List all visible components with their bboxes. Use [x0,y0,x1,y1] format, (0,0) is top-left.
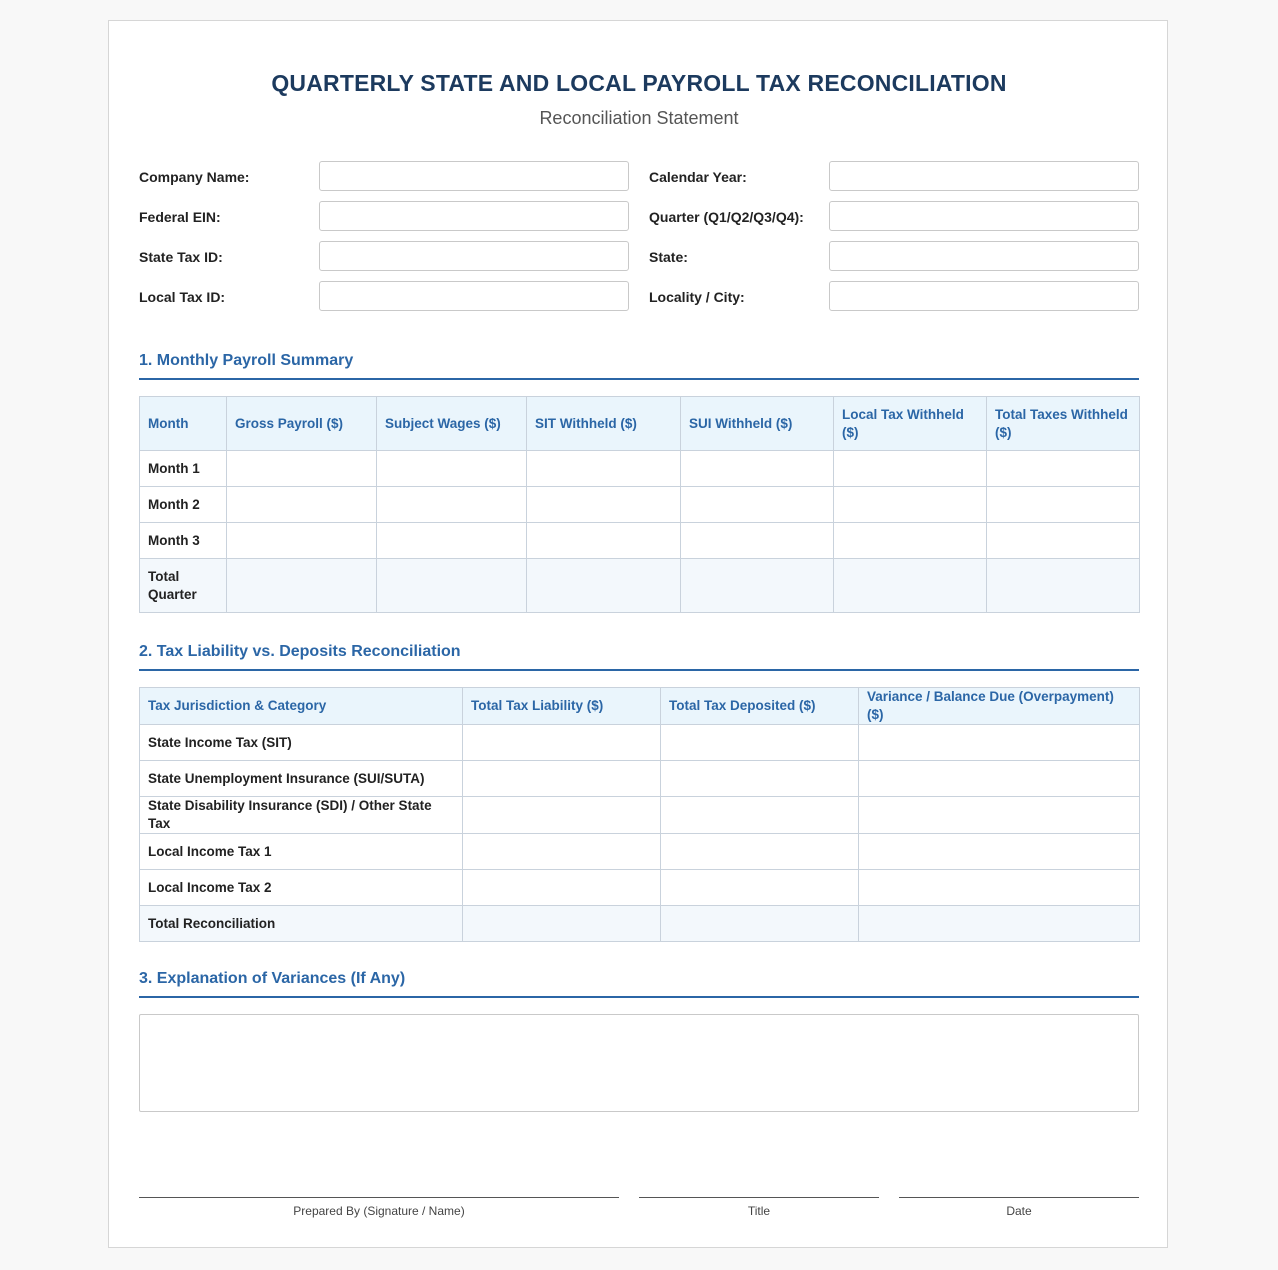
date-label: Date [1006,1204,1032,1218]
date-signature-line[interactable] [899,1197,1139,1198]
company-name-input[interactable] [319,161,629,191]
table-cell[interactable] [661,725,859,761]
column-header: Month [140,397,227,451]
explanation-textarea[interactable] [139,1014,1139,1112]
local-tax-id-input[interactable] [319,281,629,311]
row-label: Month 1 [140,451,227,487]
document-page [108,20,1168,1248]
quarter-input[interactable] [829,201,1139,231]
table-row [140,834,1140,870]
title-label: Title [747,1204,771,1218]
table-cell[interactable] [987,523,1140,559]
table-header-row [140,688,1140,725]
table-cell[interactable] [661,797,859,834]
column-header: Variance / Balance Due (Overpayment) ($) [859,688,1140,725]
table-cell[interactable] [661,761,859,797]
table-cell[interactable] [834,487,987,523]
table-cell[interactable] [834,523,987,559]
calendar-year-input[interactable] [829,161,1139,191]
section-explanation-title: 3. Explanation of Variances (If Any) [139,970,1139,998]
table-cell[interactable] [859,906,1140,942]
table-cell[interactable] [463,870,661,906]
page-title: QUARTERLY STATE AND LOCAL PAYROLL TAX RECONCILIATION [271,70,1007,96]
table-row [140,451,1140,487]
table-cell[interactable] [987,559,1140,613]
reconciliation-table [139,687,1140,942]
column-header: Subject Wages ($) [377,397,527,451]
column-header: Total Tax Liability ($) [463,688,661,725]
table-cell[interactable] [227,523,377,559]
table-cell[interactable] [681,523,834,559]
table-cell[interactable] [463,797,661,834]
table-cell[interactable] [681,559,834,613]
company-name-label: Company Name: [139,169,250,185]
calendar-year-label: Calendar Year: [649,169,747,185]
table-cell[interactable] [463,761,661,797]
table-cell[interactable] [377,487,527,523]
row-label: Month 3 [140,523,227,559]
table-cell[interactable] [661,906,859,942]
table-cell[interactable] [463,725,661,761]
company-info-grid [139,161,1139,313]
table-cell[interactable] [987,487,1140,523]
table-cell[interactable] [377,451,527,487]
table-cell[interactable] [463,906,661,942]
table-cell[interactable] [859,725,1140,761]
prepared-by-signature-line[interactable] [139,1197,619,1198]
locality-label: Locality / City: [649,289,745,305]
section-monthly-payroll-title: 1. Monthly Payroll Summary [139,352,1139,380]
table-row [140,761,1140,797]
table-cell[interactable] [377,523,527,559]
table-row [140,487,1140,523]
federal-ein-label: Federal EIN: [139,209,221,225]
quarter-label: Quarter (Q1/Q2/Q3/Q4): [649,209,804,225]
local-tax-id-label: Local Tax ID: [139,289,226,305]
state-tax-id-label: State Tax ID: [139,249,223,265]
table-cell[interactable] [859,761,1140,797]
title-signature-line[interactable] [639,1197,879,1198]
column-header: Total Tax Deposited ($) [661,688,859,725]
table-cell[interactable] [227,451,377,487]
federal-ein-input[interactable] [319,201,629,231]
table-total-row [140,906,1140,942]
table-row [140,797,1140,834]
column-header: Gross Payroll ($) [227,397,377,451]
column-header: SIT Withheld ($) [527,397,681,451]
row-label: State Unemployment Insurance (SUI/SUTA) [140,761,463,797]
state-label: State: [649,249,688,265]
table-header-row [140,397,1140,451]
table-cell[interactable] [859,834,1140,870]
row-label: State Income Tax (SIT) [140,725,463,761]
row-label: Total Quarter [140,559,227,613]
table-cell[interactable] [681,451,834,487]
table-cell[interactable] [377,559,527,613]
monthly-payroll-table [139,396,1140,613]
table-row [140,870,1140,906]
table-cell[interactable] [661,834,859,870]
locality-input[interactable] [829,281,1139,311]
table-row [140,523,1140,559]
row-label: Month 2 [140,487,227,523]
column-header: Tax Jurisdiction & Category [140,688,463,725]
section-reconciliation-title: 2. Tax Liability vs. Deposits Reconciliation [139,643,1139,671]
page-subtitle: Reconciliation Statement [539,108,739,128]
row-label: Local Income Tax 1 [140,834,463,870]
table-cell[interactable] [527,523,681,559]
table-cell[interactable] [527,487,681,523]
prepared-by-label: Prepared By (Signature / Name) [293,1204,465,1218]
table-cell[interactable] [527,559,681,613]
table-cell[interactable] [227,487,377,523]
table-cell[interactable] [859,870,1140,906]
row-label: State Disability Insurance (SDI) / Other State Tax [140,797,463,834]
column-header: SUI Withheld ($) [681,397,834,451]
table-cell[interactable] [681,487,834,523]
table-cell[interactable] [463,834,661,870]
table-row [140,725,1140,761]
state-tax-id-input[interactable] [319,241,629,271]
table-cell[interactable] [834,559,987,613]
row-label: Local Income Tax 2 [140,870,463,906]
state-input[interactable] [829,241,1139,271]
table-total-row [140,559,1140,613]
column-header: Local Tax Withheld ($) [834,397,987,451]
table-cell[interactable] [859,797,1140,834]
row-label: Total Reconciliation [140,906,463,942]
table-cell[interactable] [987,451,1140,487]
table-cell[interactable] [661,870,859,906]
table-cell[interactable] [527,451,681,487]
table-cell[interactable] [227,559,377,613]
table-cell[interactable] [834,451,987,487]
column-header: Total Taxes Withheld ($) [987,397,1140,451]
